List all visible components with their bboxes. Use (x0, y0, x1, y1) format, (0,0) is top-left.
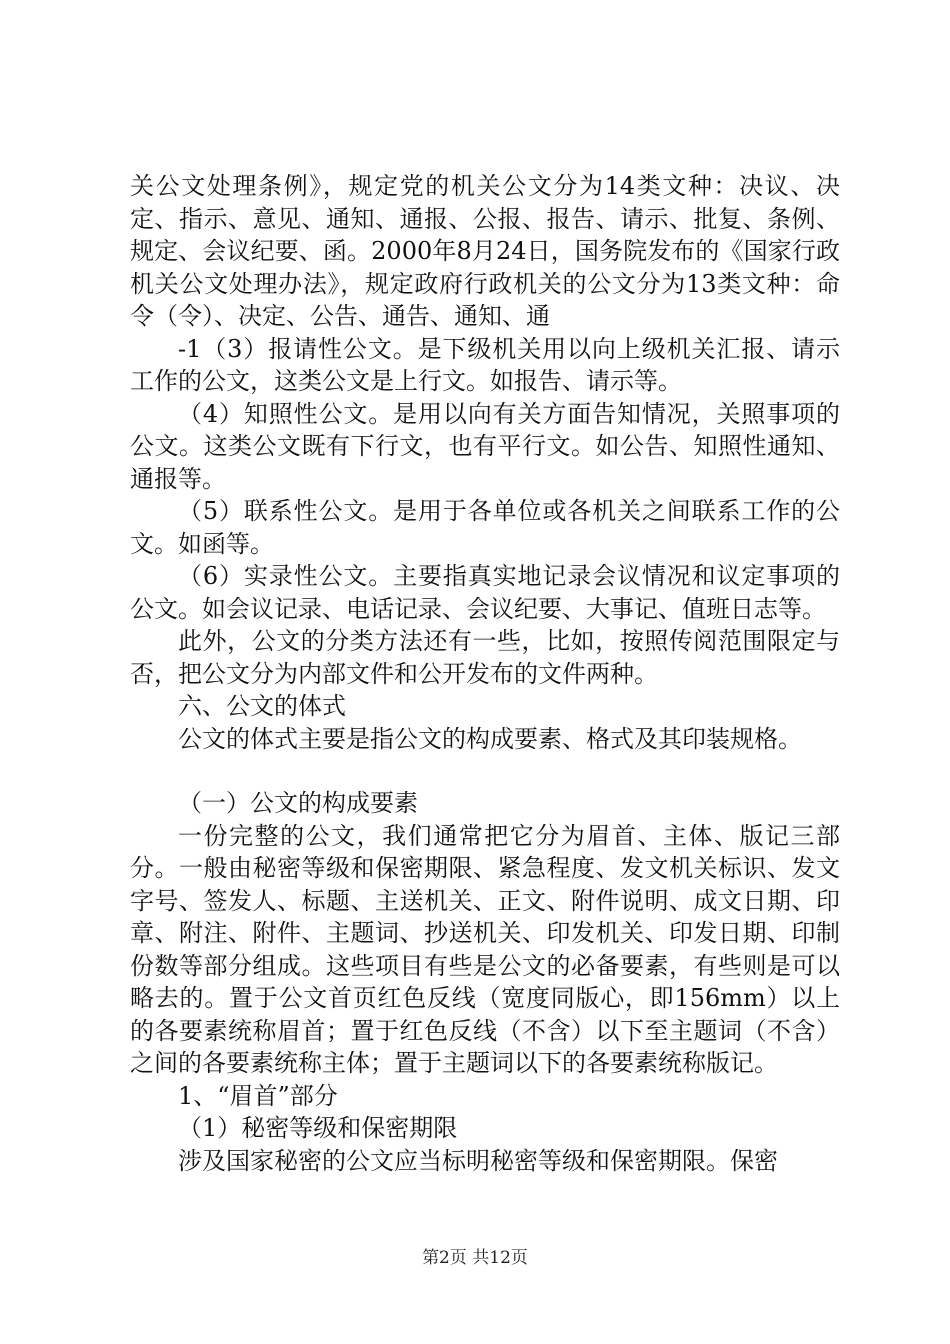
paragraph-notice-type: （4）知照性公文。是用以向有关方面告知情况，关照事项的公文。这类公文既有下行文，也有平行文。如公告、知照性通知、通报等。 (130, 399, 840, 493)
paragraph-report-type: -1（3）报请性公文。是下级机关用以向上级机关汇报、请示工作的公文，这类公文是上行文。如报告、请示等。 (130, 334, 840, 395)
heading-secrecy-level: （1）秘密等级和保密期限 (178, 1114, 458, 1142)
section-heading-format: 六、公文的体式 (178, 692, 346, 720)
paragraph-liaison-type: （5）联系性公文。是用于各单位或各机关之间联系工作的公文。如函等。 (130, 497, 840, 558)
document-body (130, 170, 840, 1177)
subsection-heading-elements: （一）公文的构成要素 (178, 789, 418, 817)
heading-header-part: 1、“眉首”部分 (178, 1081, 338, 1110)
page-number-footer: 第2页 共12页 (422, 1248, 528, 1268)
paragraph-continued-regulations: 关公文处理条例》，规定党的机关公文分为14类文种：决议、决定、指示、意见、通知、通报、公报、报告、请示、批复、条例、规定、会议纪要、函。2000年8月24日，国务院发布的《国家行政机关公文处理办法》，规定政府行政机关的公文分为13类文种：命令（令）、决定、公告、通告、通知、通 (130, 172, 840, 330)
paragraph-other-classification: 此外，公文的分类方法还有一些，比如，按照传阅范围限定与否，把公文分为内部文件和公开发布的文件两种。 (130, 627, 840, 688)
paragraph-secrecy-detail: 涉及国家秘密的公文应当标明秘密等级和保密期限。保密 (178, 1146, 778, 1175)
paragraph-format-definition: 公文的体式主要是指公文的构成要素、格式及其印装规格。 (178, 724, 802, 753)
paragraph-elements-detail: 一份完整的公文，我们通常把它分为眉首、主体、版记三部分。一般由秘密等级和保密期限、紧急程度、发文机关标识、发文字号、签发人、标题、主送机关、正文、附件说明、成文日期、印章、附注、附件、主题词、抄送机关、印发机关、印发日期、印制份数等部分组成。这些项目有些是公文的必备要素，有些则是可以略去的。置于公文首页红色反线（宽度同版心，即156mm）以上的各要素统称眉首；置于红色反线（不含）以下至主题词（不含）之间的各要素统称主体；置于主题词以下的各要素统称版记。 (130, 821, 840, 1077)
paragraph-record-type: （6）实录性公文。主要指真实地记录会议情况和议定事项的公文。如会议记录、电话记录、会议纪要、大事记、值班日志等。 (130, 562, 840, 623)
